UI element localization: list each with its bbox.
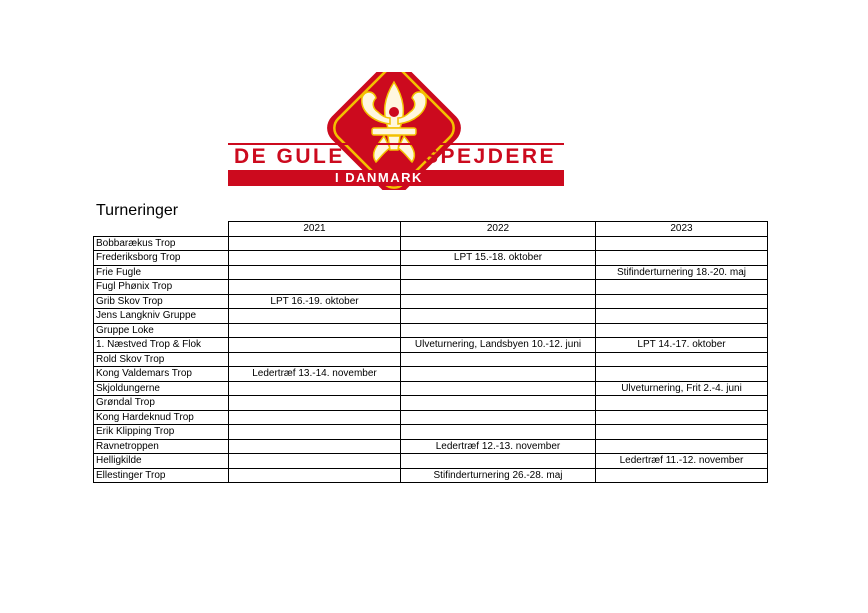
event-2022-cell: Ledertræf 12.-13. november	[401, 439, 596, 454]
group-name-cell: Frederiksborg Trop	[94, 251, 229, 266]
table-row	[94, 265, 768, 280]
table-row	[94, 338, 768, 353]
group-name-cell: Fugl Phønix Trop	[94, 280, 229, 295]
event-2021-cell: LPT 16.-19. oktober	[229, 294, 401, 309]
event-2022-cell	[401, 396, 596, 411]
event-2022-cell	[401, 367, 596, 382]
event-2023-cell	[596, 309, 768, 324]
event-2022-cell: Ulveturnering, Landsbyen 10.-12. juni	[401, 338, 596, 353]
event-2023-cell: Stifinderturnering 18.-20. maj	[596, 265, 768, 280]
event-2021-cell	[229, 396, 401, 411]
tournament-table	[93, 221, 768, 483]
event-2022-cell	[401, 280, 596, 295]
group-name-cell: Erik Klipping Trop	[94, 425, 229, 440]
event-2023-cell: Ledertræf 11.-12. november	[596, 454, 768, 469]
group-name-cell: Jens Langkniv Gruppe	[94, 309, 229, 324]
event-2023-cell	[596, 352, 768, 367]
table-row	[94, 309, 768, 324]
table-row	[94, 352, 768, 367]
event-2022-cell	[401, 323, 596, 338]
group-name-cell: Grøndal Trop	[94, 396, 229, 411]
table-row	[94, 381, 768, 396]
event-2022-cell	[401, 454, 596, 469]
event-2022-cell: Stifinderturnering 26.-28. maj	[401, 468, 596, 483]
table-row	[94, 323, 768, 338]
event-2021-cell	[229, 352, 401, 367]
event-2023-cell	[596, 294, 768, 309]
group-name-cell: Kong Hardeknud Trop	[94, 410, 229, 425]
event-2021-cell	[229, 381, 401, 396]
event-2023-cell	[596, 367, 768, 382]
logo-right-text: SPEJDERE	[424, 145, 557, 168]
group-name-cell: Grib Skov Trop	[94, 294, 229, 309]
event-2021-cell	[229, 251, 401, 266]
event-2021-cell	[229, 454, 401, 469]
event-2023-cell: Ulveturnering, Frit 2.-4. juni	[596, 381, 768, 396]
event-2021-cell	[229, 309, 401, 324]
header-year-2023: 2023	[596, 222, 768, 237]
header-year-2021: 2021	[229, 222, 401, 237]
group-name-cell: Frie Fugle	[94, 265, 229, 280]
event-2022-cell	[401, 410, 596, 425]
group-name-cell: Kong Valdemars Trop	[94, 367, 229, 382]
event-2023-cell	[596, 425, 768, 440]
event-2023-cell	[596, 396, 768, 411]
event-2022-cell	[401, 294, 596, 309]
event-2022-cell	[401, 265, 596, 280]
table-row	[94, 236, 768, 251]
event-2022-cell	[401, 309, 596, 324]
group-name-cell: Gruppe Loke	[94, 323, 229, 338]
event-2021-cell	[229, 338, 401, 353]
event-2023-cell	[596, 251, 768, 266]
event-2023-cell: LPT 14.-17. oktober	[596, 338, 768, 353]
group-name-cell: Rold Skov Trop	[94, 352, 229, 367]
table-row	[94, 367, 768, 382]
group-name-cell: Bobbarækus Trop	[94, 236, 229, 251]
logo-band	[228, 170, 564, 186]
table-row	[94, 280, 768, 295]
event-2021-cell	[229, 468, 401, 483]
event-2021-cell	[229, 439, 401, 454]
table-row	[94, 454, 768, 469]
event-2021-cell	[229, 280, 401, 295]
table-row	[94, 396, 768, 411]
event-2023-cell	[596, 236, 768, 251]
event-2022-cell	[401, 236, 596, 251]
group-name-cell: Skjoldungerne	[94, 381, 229, 396]
table-row	[94, 294, 768, 309]
event-2023-cell	[596, 468, 768, 483]
header-corner	[94, 222, 229, 237]
event-2023-cell	[596, 280, 768, 295]
page-title: Turneringer	[96, 202, 179, 219]
logo-left-text: DE GULE	[234, 145, 345, 168]
event-2022-cell	[401, 352, 596, 367]
table-row	[94, 251, 768, 266]
table-row	[94, 439, 768, 454]
event-2021-cell	[229, 323, 401, 338]
event-2022-cell: LPT 15.-18. oktober	[401, 251, 596, 266]
table-row	[94, 410, 768, 425]
event-2022-cell	[401, 381, 596, 396]
group-name-cell: Helligkilde	[94, 454, 229, 469]
group-name-cell: 1. Næstved Trop & Flok	[94, 338, 229, 353]
event-2023-cell	[596, 323, 768, 338]
group-name-cell: Ravnetroppen	[94, 439, 229, 454]
event-2021-cell	[229, 236, 401, 251]
event-2021-cell	[229, 265, 401, 280]
event-2022-cell	[401, 425, 596, 440]
table-row	[94, 425, 768, 440]
event-2023-cell	[596, 439, 768, 454]
header-row	[94, 222, 768, 237]
event-2021-cell	[229, 410, 401, 425]
table-row	[94, 468, 768, 483]
logo-band-text: I DANMARK	[335, 170, 423, 185]
event-2021-cell: Ledertræf 13.-14. november	[229, 367, 401, 382]
group-name-cell: Ellestinger Trop	[94, 468, 229, 483]
event-2023-cell	[596, 410, 768, 425]
header-year-2022: 2022	[401, 222, 596, 237]
event-2021-cell	[229, 425, 401, 440]
